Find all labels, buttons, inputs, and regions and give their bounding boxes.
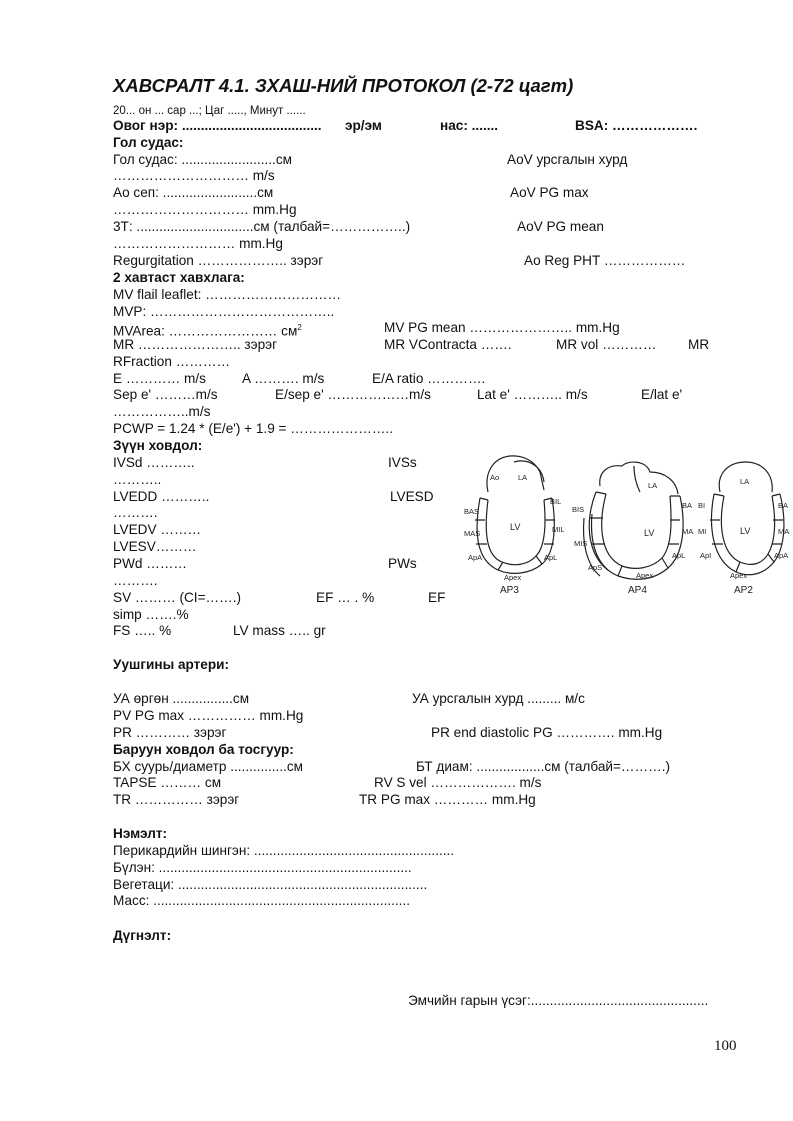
- dia-mi: MI: [698, 527, 707, 536]
- aortic-regurgitation: Regurgitation ……………….. зэрэг: [113, 253, 324, 268]
- mr-grade: MR ………………….. зэрэг: [113, 337, 278, 352]
- thrombus: Бүлэн: ...................................................................: [113, 860, 412, 875]
- lvedd: LVEDD ………..: [113, 489, 210, 504]
- ao-reg-pht: Ao Reg PHT ………………: [524, 253, 686, 268]
- dia-mal: MA: [682, 527, 694, 536]
- dia-lv-ap2: LV: [740, 526, 751, 536]
- dia-bil: BIL: [550, 497, 562, 506]
- dia-apl-ap3: ApL: [544, 553, 558, 562]
- mvp: MVP: …………………………………..: [113, 304, 335, 319]
- dia-bal: BA: [682, 501, 693, 510]
- dia-apa-ap3: ApA: [468, 553, 483, 562]
- dia-ma: MA: [778, 527, 790, 536]
- tr-pg-max: TR PG max ………… mm.Hg: [359, 792, 536, 807]
- dia-aps: ApS: [588, 563, 603, 572]
- rv-s-vel: RV S vel ………………. m/s: [374, 775, 542, 790]
- mr-vol: MR vol …………: [556, 337, 657, 352]
- lv-segment-diagram: [458, 452, 793, 604]
- stroke-volume: SV ……… (CI=…….): [113, 590, 242, 605]
- patient-sex: эр/эм: [345, 118, 382, 133]
- aorta-heading: Гол судас:: [113, 135, 184, 150]
- pa-velocity: УА урсгалын хурд ......... м/с: [412, 691, 585, 706]
- sinotubular: 3Т: ...............................см (талбай=……………..): [113, 219, 411, 234]
- dia-la-ap4: LA: [648, 481, 658, 490]
- fractional-shortening: FS ….. %: [113, 623, 172, 638]
- vegetation: Вегетаци: ..................................................................: [113, 877, 428, 892]
- mr-label: MR: [688, 337, 710, 352]
- patient-name: Овог нэр: .....................................: [113, 118, 322, 133]
- doctor-signature: Эмчийн гарын үсэг:...............................................: [408, 993, 709, 1008]
- rv-base-diameter: БХ суурь/диаметр ...............см: [113, 759, 304, 774]
- ef-simpson-value: simp …….%: [113, 607, 189, 622]
- lv-mass: LV mass ….. gr: [233, 623, 326, 638]
- dia-api: ApI: [700, 551, 712, 560]
- page-number: 100: [714, 1038, 737, 1054]
- aov-pg-max-label: AoV PG max: [510, 185, 589, 200]
- ra-diameter: БТ диам: ..................см (талбай=……….): [416, 759, 671, 774]
- e-sep-e: E/sep e' ………………m/s: [275, 387, 431, 402]
- pericardial-fluid: Перикардийн шингэн: .....................................................: [113, 843, 455, 858]
- dia-mil: MIL: [552, 525, 565, 534]
- aov-pg-mean-value: ……………………… mm.Hg: [113, 236, 283, 251]
- patient-age: нас: .......: [440, 118, 499, 133]
- lvesd-value: ……….: [113, 505, 158, 520]
- dia-la-ap2: LA: [740, 477, 750, 486]
- ivss-label: IVSs: [388, 455, 417, 470]
- pws-value: ……….: [113, 573, 158, 588]
- rfraction: RFraction …………: [113, 354, 231, 369]
- dia-apl-ap4: ApL: [672, 551, 686, 560]
- pcwp: PCWP = 1.24 * (E/e') + 1.9 = …………………..: [113, 421, 393, 436]
- pulmonary-heading: Уушгины артери:: [113, 657, 230, 672]
- pa-diameter: УА өргөн ................см: [113, 691, 250, 706]
- ivss-value: ………..: [113, 472, 162, 487]
- mitral-heading: 2 хавтаст хавхлага:: [113, 270, 245, 285]
- dia-mis: MIS: [574, 539, 588, 548]
- lv-heading: Зүүн ховдол:: [113, 438, 203, 453]
- rv-heading: Баруун ховдол ба тосгуур:: [113, 742, 294, 757]
- sep-e: Sep e' ………m/s: [113, 387, 218, 402]
- dia-bas: BAS: [464, 507, 480, 516]
- aov-velocity-value: ………………………… m/s: [113, 168, 275, 183]
- pv-pg-max: PV PG max …………… mm.Hg: [113, 708, 304, 723]
- lvedv: LVEDV ………: [113, 522, 202, 537]
- ef-simpson-label: EF: [428, 590, 446, 605]
- ao-sep: Ао сеп: .........................см: [113, 185, 274, 200]
- e-velocity: E ………… m/s: [113, 371, 206, 386]
- mv-pg-mean: MV PG mean ………………….. mm.Hg: [384, 320, 620, 335]
- aov-pg-mean-label: AoV PG mean: [517, 219, 604, 234]
- document-title: ХАВСРАЛТ 4.1. ЗХАШ-НИЙ ПРОТОКОЛ (2-72 цагт): [113, 75, 574, 96]
- tapse: TAPSE ……… см: [113, 775, 222, 790]
- pr-end-diastolic: PR end diastolic PG …………. mm.Hg: [431, 725, 663, 740]
- dia-apex-ap4: Apex: [636, 571, 654, 580]
- dia-apex-ap3: Apex: [504, 573, 522, 582]
- mv-area: MVArea: …………………… $см^2$: [113, 323, 302, 339]
- aorta-diameter: Гол судас: .........................см: [113, 152, 292, 167]
- dia-ap2: AP2: [734, 585, 753, 596]
- dia-ba: BA: [778, 501, 789, 510]
- e-lat-e-label: E/lat e': [641, 387, 683, 402]
- aov-velocity-label: AoV урсгалын хурд: [507, 152, 628, 167]
- aov-pg-max-value: ………………………… mm.Hg: [113, 202, 297, 217]
- e-lat-e-value: ……………..m/s: [113, 404, 211, 419]
- ef-teich: EF … . %: [316, 590, 375, 605]
- a-velocity: A ………. m/s: [242, 371, 325, 386]
- dia-ao: Ao: [490, 473, 500, 482]
- dia-bi: BI: [698, 501, 706, 510]
- conclusion-heading: Дүгнэлт:: [113, 928, 172, 943]
- pr-grade: PR ………… зэрэг: [113, 725, 227, 740]
- mv-flail: MV flail leaflet: …………………………: [113, 287, 342, 302]
- date-line: 20... он ... сар ...; Цаг ....., Минут ......: [113, 105, 306, 117]
- lvesd-label: LVESD: [390, 489, 434, 504]
- pws-label: PWs: [388, 556, 417, 571]
- ivsd: IVSd ………..: [113, 455, 195, 470]
- additional-heading: Нэмэлт:: [113, 826, 168, 841]
- mr-vcontracta: MR VContracta …….: [384, 337, 512, 352]
- lat-e: Lat e' ……….. m/s: [477, 387, 588, 402]
- dia-la-ap3: LA: [518, 473, 528, 482]
- lvesv: LVESV………: [113, 539, 197, 554]
- dia-lv-ap3: LV: [510, 522, 521, 532]
- dia-ap3: AP3: [500, 585, 519, 596]
- dia-ap4: AP4: [628, 585, 647, 596]
- pwd: PWd ………: [113, 556, 188, 571]
- dia-apa-ap2: ApA: [774, 551, 789, 560]
- dia-apex-ap2: Apex: [730, 571, 748, 580]
- dia-mas: MAS: [464, 529, 481, 538]
- dia-lv-ap4: LV: [644, 528, 655, 538]
- tr-grade: TR …………… зэрэг: [113, 792, 240, 807]
- patient-bsa: BSA: ……………….: [575, 118, 698, 133]
- ea-ratio: E/A ratio ………….: [372, 371, 486, 386]
- mass: Масс: ....................................................................: [113, 893, 411, 908]
- dia-bis: BIS: [572, 505, 585, 514]
